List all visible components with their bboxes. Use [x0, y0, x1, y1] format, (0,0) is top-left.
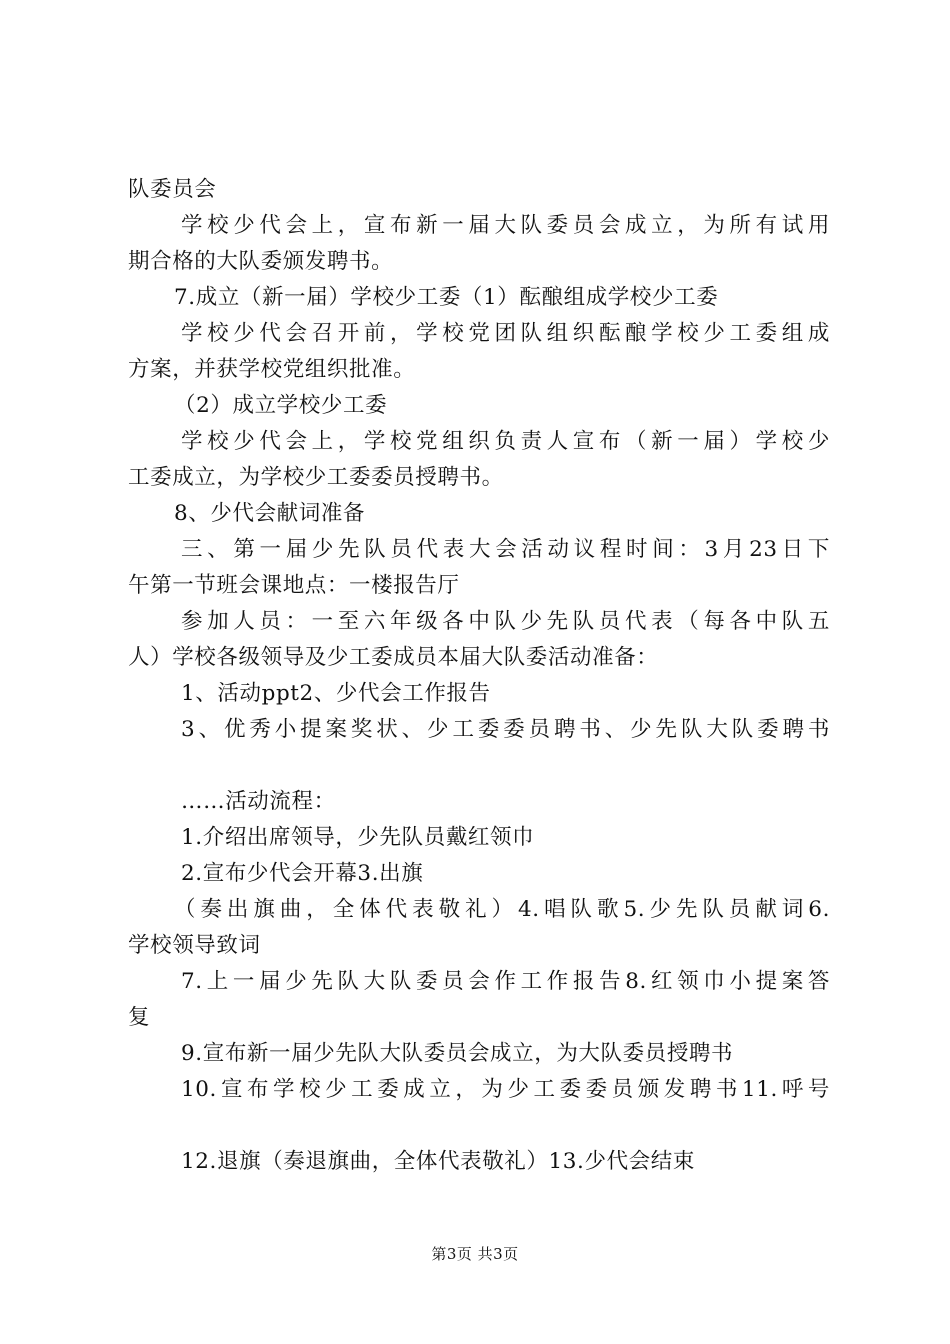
- text-line: 1.介绍出席领导，少先队员戴红领巾: [181, 825, 535, 850]
- text-line: 期合格的大队委颁发聘书。: [128, 249, 394, 274]
- page-footer: 第3页 共3页: [431, 1245, 519, 1263]
- text-line: 工委成立，为学校少工委委员授聘书。: [128, 465, 504, 490]
- text-line: 参加人员：一至六年级各中队少先队员代表（每各中队五: [181, 609, 830, 634]
- document-body: [128, 172, 830, 1180]
- blank-line: [128, 748, 830, 784]
- text-line: 学校少代会上，学校党组织负责人宣布（新一届）学校少: [181, 429, 830, 454]
- text-line: （奏出旗曲，全体代表敬礼）4.唱队歌5.少先队员献词6.: [174, 897, 830, 922]
- text-line: 人）学校各级领导及少工委成员本届大队委活动准备：: [128, 645, 659, 670]
- text-line: 9.宣布新一届少先队大队委员会成立，为大队委员授聘书: [181, 1041, 734, 1066]
- text-line: 学校少代会召开前，学校党团队组织酝酿学校少工委组成: [181, 321, 830, 346]
- blank-line: [128, 1108, 830, 1144]
- text-line: 7.成立（新一届）学校少工委（1）酝酿组成学校少工委: [174, 285, 719, 310]
- text-line: 2.宣布少代会开幕3.出旗: [181, 861, 424, 886]
- text-line: 队委员会: [128, 177, 217, 202]
- text-line: 3、优秀小提案奖状、少工委委员聘书、少先队大队委聘书: [181, 717, 830, 742]
- text-line: 8、少代会献词准备: [174, 501, 366, 526]
- text-line: 1、活动ppt2、少代会工作报告: [181, 681, 491, 706]
- text-line: 10.宣布学校少工委成立，为少工委委员颁发聘书11.呼号: [181, 1077, 830, 1102]
- text-line: 12.退旗（奏退旗曲，全体代表敬礼）13.少代会结束: [181, 1149, 695, 1174]
- text-line: 三、第一届少先队员代表大会活动议程时间：3月23日下: [181, 537, 830, 562]
- text-line: （2）成立学校少工委: [174, 393, 388, 418]
- text-line: 复: [128, 1005, 151, 1030]
- text-line: ……活动流程：: [181, 789, 336, 814]
- text-line: 方案，并获学校党组织批准。: [128, 357, 416, 382]
- text-line: 7.上一届少先队大队委员会作工作报告8.红领巾小提案答: [181, 969, 830, 994]
- text-line: 午第一节班会课地点：一楼报告厅: [128, 573, 460, 598]
- text-line: 学校少代会上，宣布新一届大队委员会成立，为所有试用: [181, 213, 830, 238]
- text-line: 学校领导致词: [128, 933, 261, 958]
